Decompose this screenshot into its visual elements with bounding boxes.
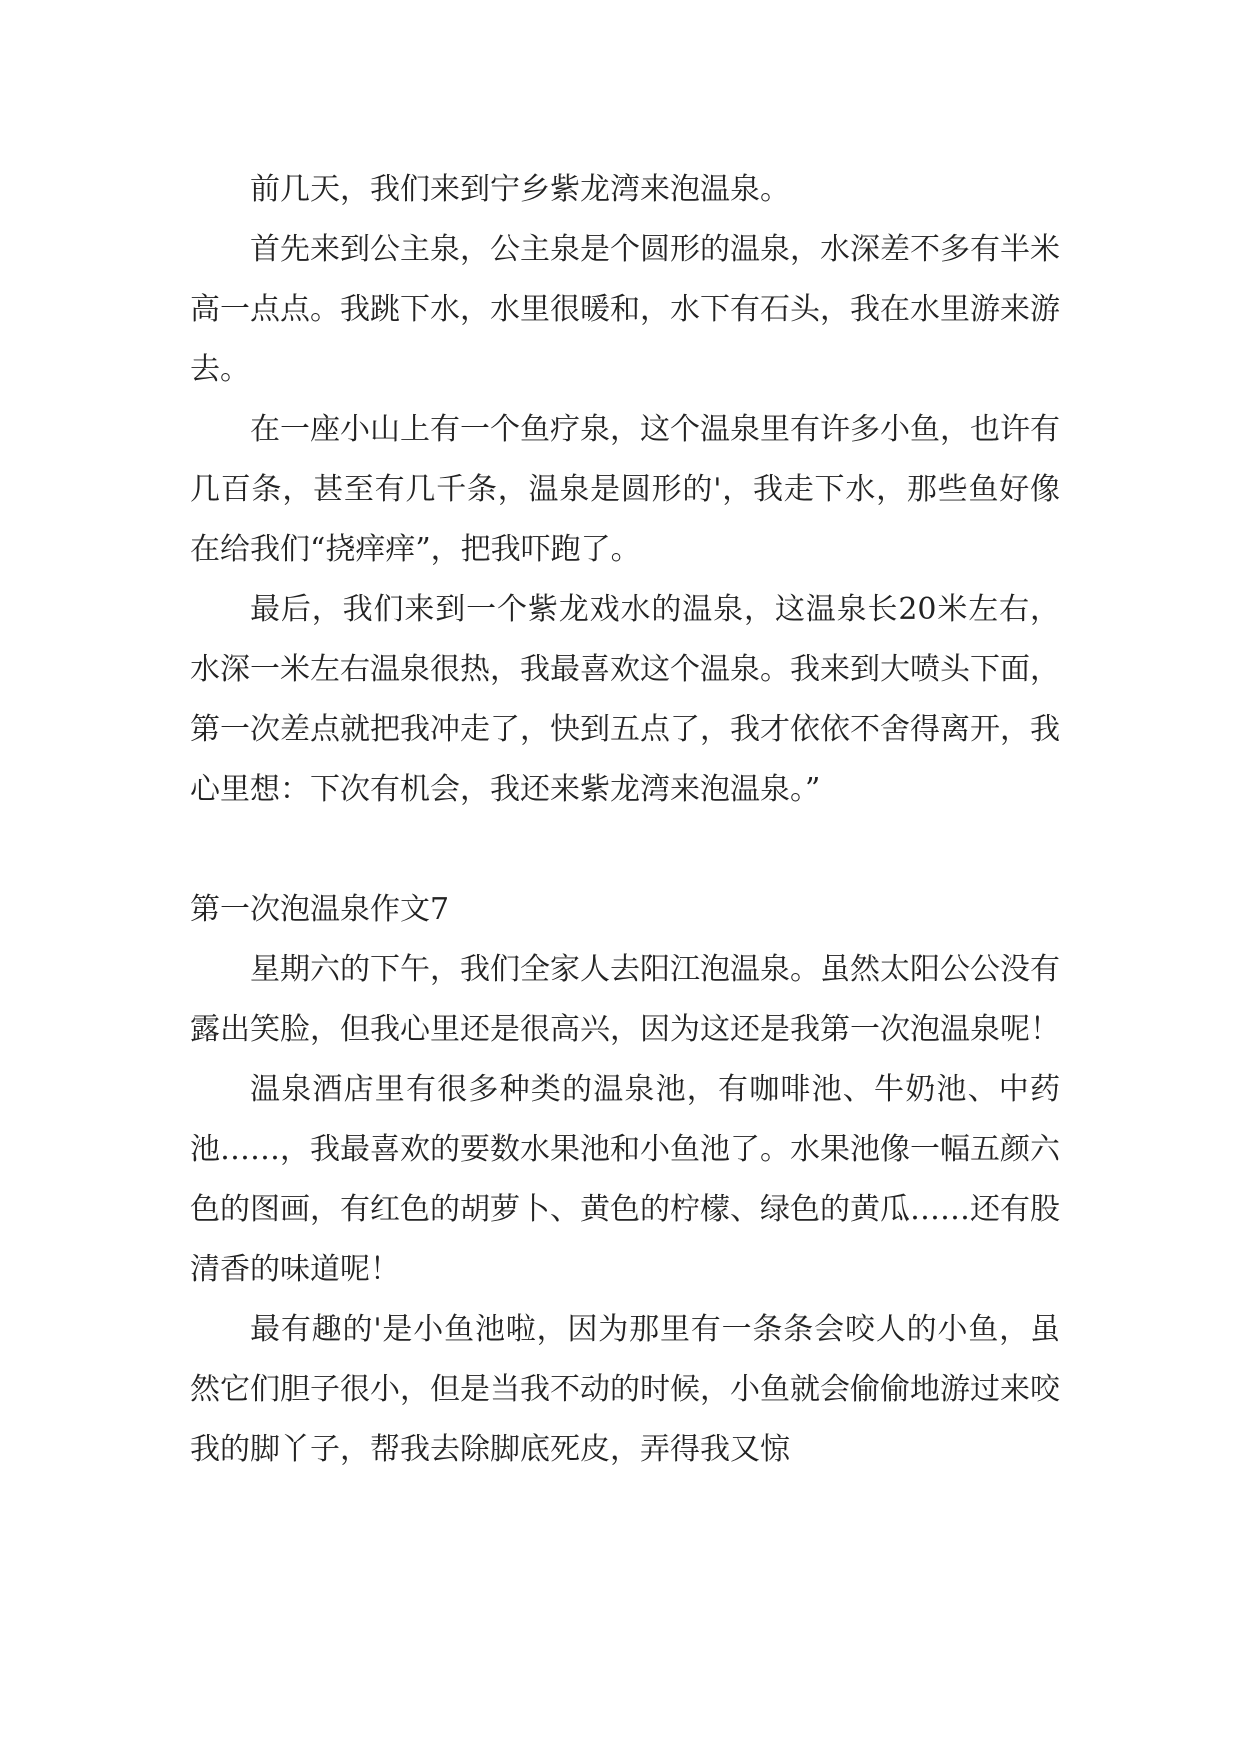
paragraph: 最后，我们来到一个紫龙戏水的温泉，这温泉长20米左右，水深一米左右温泉很热，我最喜欢这个温泉。我来到大喷头下面，第一次差点就把我冲走了，快到五点了，我才依依不舍得离开，我心里想：下次有机会，我还来紫龙湾来泡温泉。” bbox=[190, 592, 1060, 807]
paragraph: 在一座小山上有一个鱼疗泉，这个温泉里有许多小鱼，也许有几百条，甚至有几千条，温泉是圆形的'，我走下水，那些鱼好像在给我们“挠痒痒”，把我吓跑了。 bbox=[190, 412, 1060, 567]
paragraph: 温泉酒店里有很多种类的温泉池，有咖啡池、牛奶池、中药池……，我最喜欢的要数水果池和小鱼池了。水果池像一幅五颜六色的图画，有红色的胡萝卜、黄色的柠檬、绿色的黄瓜……还有股清香的味道呢！ bbox=[190, 1072, 1060, 1287]
paragraph: 最有趣的'是小鱼池啦，因为那里有一条条会咬人的小鱼，虽然它们胆子很小，但是当我不动的时候，小鱼就会偷偷地游过来咬我的脚丫子，帮我去除脚底死皮，弄得我又惊 bbox=[190, 1312, 1060, 1467]
document-page bbox=[190, 160, 1060, 1480]
section-title: 第一次泡温泉作文7 bbox=[190, 892, 450, 927]
paragraph: 首先来到公主泉，公主泉是个圆形的温泉，水深差不多有半米高一点点。我跳下水，水里很暖和，水下有石头，我在水里游来游去。 bbox=[190, 232, 1060, 387]
paragraph: 星期六的下午，我们全家人去阳江泡温泉。虽然太阳公公没有露出笑脸，但我心里还是很高兴，因为这还是我第一次泡温泉呢！ bbox=[190, 952, 1060, 1047]
section-gap bbox=[190, 820, 1060, 880]
paragraph: 前几天，我们来到宁乡紫龙湾来泡温泉。 bbox=[250, 172, 790, 207]
